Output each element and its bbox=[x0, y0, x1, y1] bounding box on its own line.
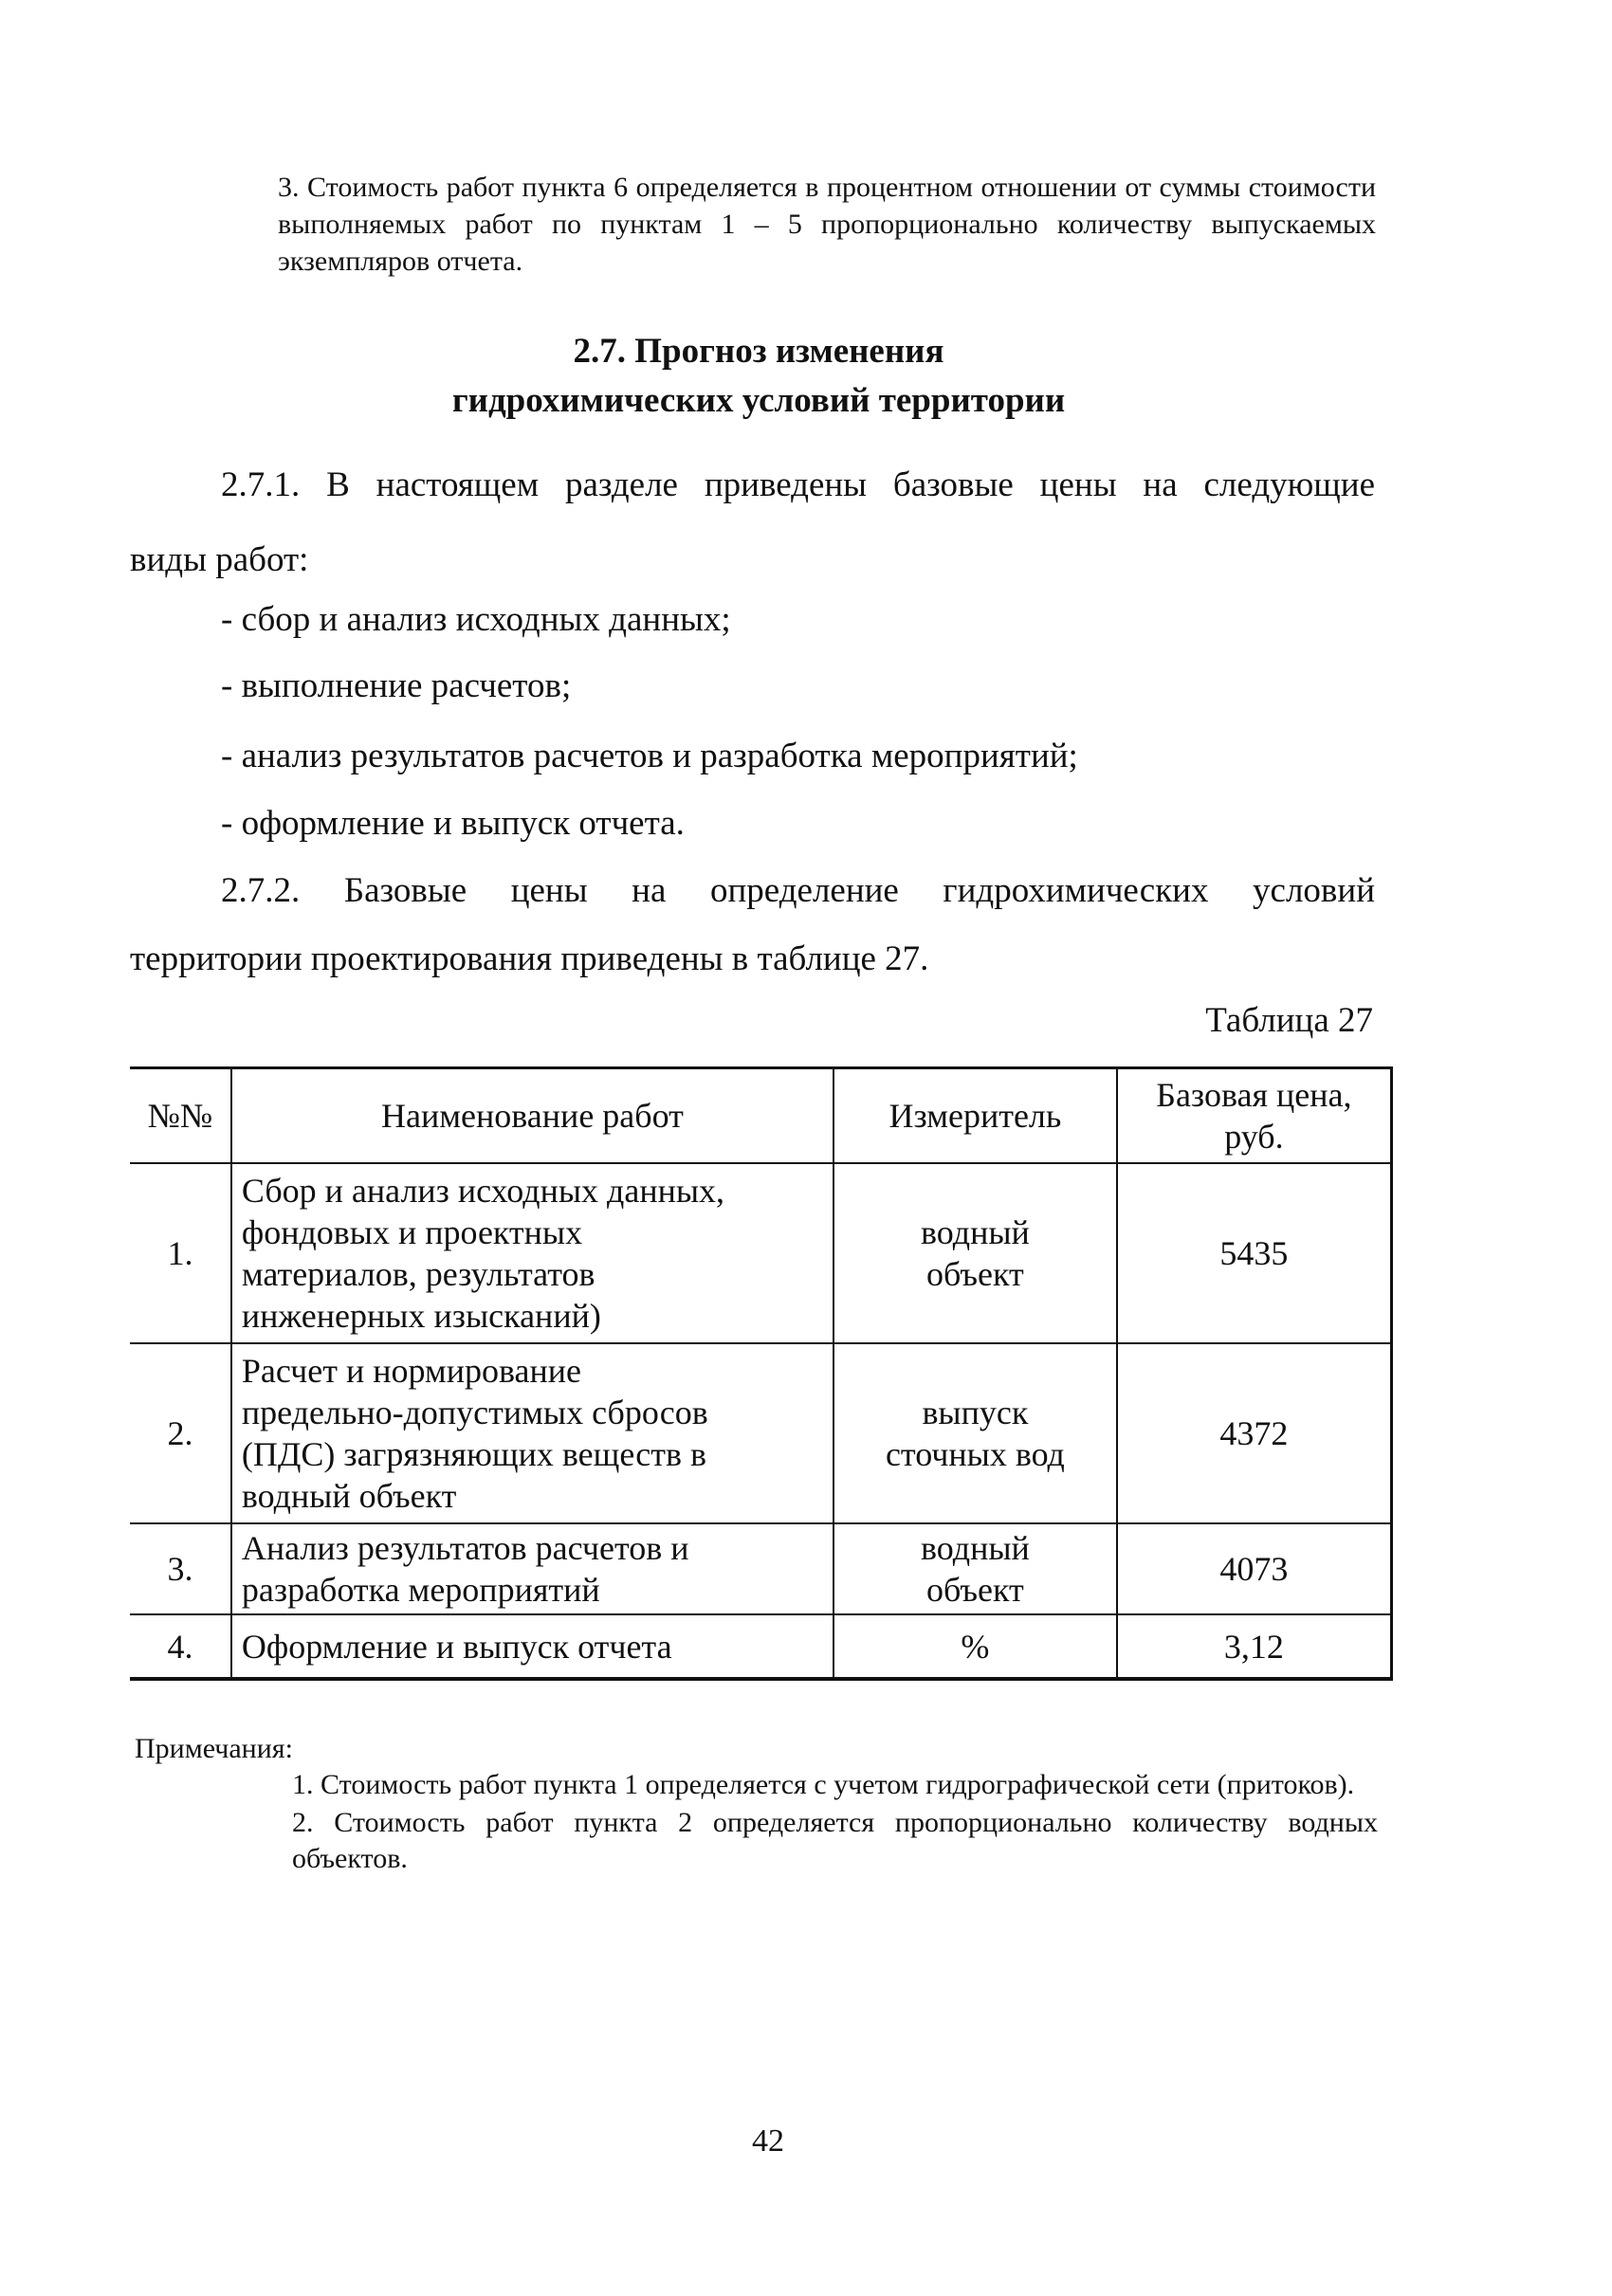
section-title bbox=[284, 327, 1233, 426]
row-work-name bbox=[231, 1523, 833, 1614]
row-number: 2. bbox=[130, 1343, 231, 1523]
work-type-item: - выполнение расчетов; bbox=[221, 666, 572, 705]
top-note: 3. Стоимость работ пункта 6 определяется в процентном отношении от суммы стоимости выполняемых работ по пунктам 1 – 5 пропорционально количеству выпускаемых экземпляров отчета. bbox=[278, 172, 1376, 277]
table-row bbox=[130, 1614, 1392, 1679]
row-number: 4. bbox=[130, 1614, 231, 1679]
notes-list bbox=[292, 1767, 1378, 1879]
header-unit: Измеритель bbox=[833, 1068, 1117, 1164]
paragraph-2-7-2-line-2: территории проектирования приведены в таблице 27. bbox=[130, 939, 929, 978]
row-work-name bbox=[231, 1343, 833, 1523]
page-number: 42 bbox=[752, 2123, 784, 2159]
row-work-name-line: водный объект bbox=[241, 1477, 457, 1515]
table-row bbox=[130, 1163, 1392, 1343]
row-work-name-line: Оформление и выпуск отчета bbox=[241, 1627, 672, 1666]
row-work-name-line: Анализ результатов расчетов и bbox=[241, 1529, 689, 1567]
row-price: 3,12 bbox=[1117, 1614, 1392, 1679]
row-unit-line: объект bbox=[926, 1255, 1024, 1293]
row-unit-line: объект bbox=[926, 1571, 1024, 1609]
row-unit bbox=[833, 1614, 1117, 1679]
header-base-price bbox=[1117, 1068, 1392, 1164]
row-work-name-line: Расчет и нормирование bbox=[241, 1352, 581, 1390]
row-work-name-line: (ПДС) загрязняющих веществ в bbox=[241, 1435, 706, 1473]
work-type-item: - анализ результатов расчетов и разработка мероприятий; bbox=[221, 737, 1078, 775]
work-type-item: - оформление и выпуск отчета. bbox=[221, 804, 685, 843]
row-price: 5435 bbox=[1117, 1163, 1392, 1343]
header-number: №№ bbox=[130, 1068, 231, 1164]
row-work-name-line: фондовых и проектных bbox=[241, 1213, 583, 1251]
row-unit-line: выпуск bbox=[922, 1394, 1029, 1431]
price-table bbox=[130, 1066, 1393, 1681]
row-work-name-line: предельно-допустимых сбросов bbox=[241, 1394, 708, 1431]
section-title-line-1: 2.7. Прогноз изменения bbox=[573, 332, 944, 371]
note-item: 2. Стоимость работ пункта 2 определяется пропорционально количеству водных объектов. bbox=[292, 1807, 1378, 1874]
row-price: 4073 bbox=[1117, 1523, 1392, 1614]
notes-heading: Примечания: bbox=[135, 1733, 293, 1764]
row-unit-line: водный bbox=[921, 1529, 1030, 1567]
row-unit-line: % bbox=[961, 1627, 990, 1666]
table-header-row bbox=[130, 1068, 1392, 1164]
table-row bbox=[130, 1523, 1392, 1614]
row-unit bbox=[833, 1523, 1117, 1614]
work-type-item: - сбор и анализ исходных данных; bbox=[221, 600, 731, 639]
paragraph-2-7-1-line-1: 2.7.1. В настоящем разделе приведены базовые цены на следующие bbox=[221, 465, 1375, 504]
row-unit-line: водный bbox=[921, 1213, 1030, 1251]
row-work-name bbox=[231, 1614, 833, 1679]
row-work-name-line: инженерных изысканий) bbox=[241, 1297, 601, 1335]
paragraph-2-7-1-line-2: виды работ: bbox=[130, 540, 309, 579]
row-work-name-line: разработка мероприятий bbox=[241, 1571, 600, 1609]
row-work-name bbox=[231, 1163, 833, 1343]
row-number: 3. bbox=[130, 1523, 231, 1614]
row-unit bbox=[833, 1163, 1117, 1343]
row-work-name-line: материалов, результатов bbox=[241, 1255, 595, 1293]
header-work-name: Наименование работ bbox=[231, 1068, 833, 1164]
section-title-line-2: гидрохимических условий территории bbox=[451, 381, 1066, 420]
row-work-name-line: Сбор и анализ исходных данных, bbox=[241, 1172, 725, 1210]
row-unit bbox=[833, 1343, 1117, 1523]
table-row bbox=[130, 1343, 1392, 1523]
row-unit-line: сточных вод bbox=[885, 1435, 1065, 1473]
row-price: 4372 bbox=[1117, 1343, 1392, 1523]
header-base-price-line-1: Базовая цена, bbox=[1156, 1076, 1352, 1114]
header-base-price-line-2: руб. bbox=[1224, 1118, 1284, 1156]
table-caption: Таблица 27 bbox=[1205, 1001, 1373, 1040]
paragraph-2-7-2-line-1: 2.7.2. Базовые цены на определение гидрохимических условий bbox=[221, 871, 1375, 910]
row-number: 1. bbox=[130, 1163, 231, 1343]
note-item: 1. Стоимость работ пункта 1 определяется с учетом гидрографической сети (притоков). bbox=[292, 1769, 1355, 1800]
